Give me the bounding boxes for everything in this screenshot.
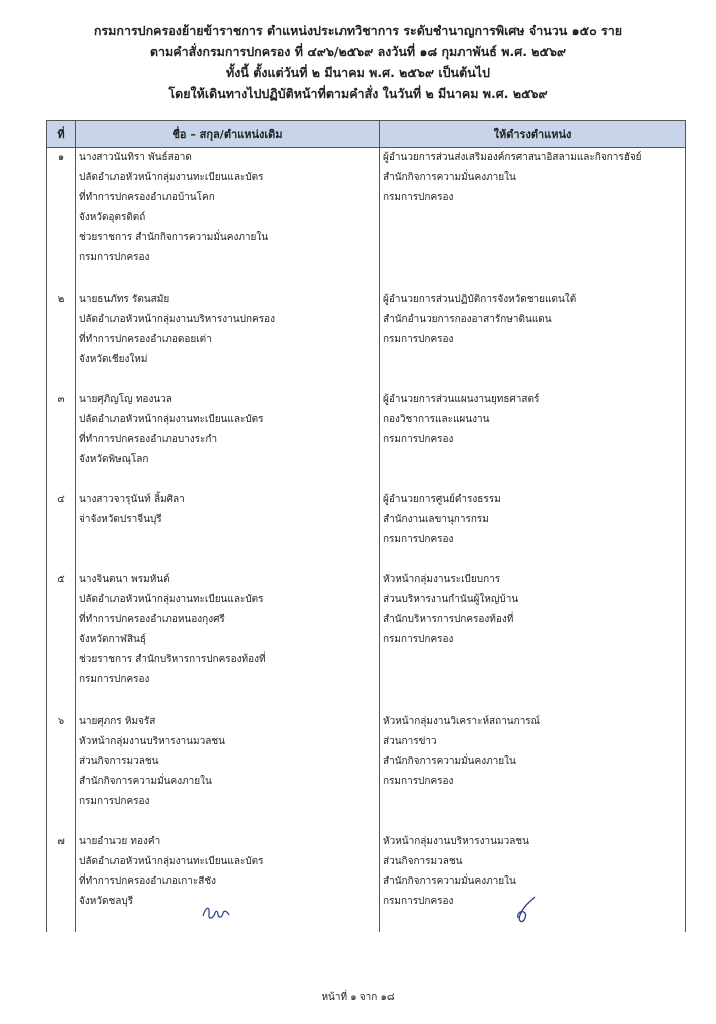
- header-line-3: ทั้งนี้ ตั้งแต่วันที่ ๒ มีนาคม พ.ศ. ๒๕๖๙ เป็นต้นไป: [226, 65, 490, 80]
- old-position-line: ที่ทำการปกครองอำเภอบางระกำ: [79, 433, 218, 445]
- new-position-line: สำนักกิจการความมั่นคงภายใน: [383, 755, 516, 767]
- new-position-line: สำนักบริหารการปกครองท้องที่: [383, 613, 514, 625]
- new-position-line: ผู้อำนวยการศูนย์ดำรงธรรม: [383, 493, 501, 505]
- old-position-cell: [76, 390, 380, 490]
- old-position-line: นายอำนวย ทองคำ: [79, 835, 161, 847]
- new-position-line: ส่วนการข่าว: [383, 735, 437, 747]
- table-header-row: [47, 121, 686, 148]
- old-position-line: ที่ทำการปกครองอำเภอหนองกุงศรี: [79, 613, 225, 625]
- new-position-line: กรมการปกครอง: [383, 433, 454, 445]
- table-row: [47, 290, 686, 390]
- column-header-new-position: ให้ดำรงตำแหน่ง: [380, 121, 686, 148]
- old-position-line: หัวหน้ากลุ่มงานบริหารงานมวลชน: [79, 735, 225, 747]
- new-position-line: กรมการปกครอง: [383, 895, 454, 907]
- old-position-line: ปลัดอำเภอหัวหน้ากลุ่มงานทะเบียนและบัตร: [79, 593, 264, 605]
- header-line-4: โดยให้เดินทางไปปฏิบัติหน้าที่ตามคำสั่ง ในวันที่ ๒ มีนาคม พ.ศ. ๒๕๖๙: [168, 86, 548, 101]
- new-position-cell: [380, 148, 686, 290]
- old-position-line: นายศุภิญโญ ทองนวล: [79, 393, 172, 405]
- old-position-cell: [76, 148, 380, 290]
- new-position-line: กรมการปกครอง: [383, 533, 454, 545]
- new-position-line: กองวิชาการและแผนงาน: [383, 413, 490, 425]
- table-row: [47, 490, 686, 570]
- new-position-line: สำนักกิจการความมั่นคงภายใน: [383, 875, 516, 887]
- new-position-line: ส่วนกิจการมวลชน: [383, 855, 463, 867]
- row-number: ๖: [47, 712, 76, 832]
- old-position-line: สำนักกิจการความมั่นคงภายใน: [79, 775, 212, 787]
- row-number: ๗: [47, 832, 76, 932]
- new-position-line: หัวหน้ากลุ่มงานบริหารงานมวลชน: [383, 835, 529, 847]
- page-number: หน้าที่ ๑ จาก ๑๘: [321, 992, 395, 1003]
- old-position-line: จ่าจังหวัดปราจีนบุรี: [79, 513, 162, 525]
- new-position-line: กรมการปกครอง: [383, 333, 454, 345]
- new-position-cell: [380, 712, 686, 832]
- new-position-line: สำนักงานเลขานุการกรม: [383, 513, 489, 525]
- old-position-line: ที่ทำการปกครองอำเภอดอยเต่า: [79, 333, 212, 345]
- old-position-line: กรมการปกครอง: [79, 673, 150, 685]
- old-position-line: ปลัดอำเภอหัวหน้ากลุ่มงานทะเบียนและบัตร: [79, 172, 264, 183]
- old-position-line: จังหวัดเชียงใหม่: [79, 353, 148, 365]
- new-position-cell: [380, 490, 686, 570]
- old-position-line: ปลัดอำเภอหัวหน้ากลุ่มงานทะเบียนและบัตร: [79, 413, 264, 425]
- old-position-line: กรมการปกครอง: [79, 252, 150, 263]
- new-position-cell: [380, 290, 686, 390]
- new-position-line: ส่วนบริหารงานกำนันผู้ใหญ่บ้าน: [383, 593, 519, 605]
- new-position-line: สำนักอำนวยการกองอาสารักษาดินแดน: [383, 313, 552, 325]
- row-number: ๕: [47, 570, 76, 712]
- table-row: [47, 712, 686, 832]
- old-position-line: ปลัดอำเภอหัวหน้ากลุ่มงานบริหารงานปกครอง: [79, 313, 275, 325]
- old-position-cell: [76, 490, 380, 570]
- old-position-line: นางสาวนันทิรา พันธ์สอาด: [79, 152, 192, 163]
- old-position-line: ปลัดอำเภอหัวหน้ากลุ่มงานทะเบียนและบัตร: [79, 855, 264, 867]
- row-number: ๔: [47, 490, 76, 570]
- table-row: [47, 148, 686, 290]
- old-position-line: จังหวัดอุตรดิตถ์: [79, 212, 146, 223]
- row-number: ๓: [47, 390, 76, 490]
- table-row: [47, 390, 686, 490]
- transfer-table: [46, 120, 686, 932]
- table-row: [47, 832, 686, 932]
- new-position-line: กรมการปกครอง: [383, 775, 454, 787]
- new-position-line: สำนักกิจการความมั่นคงภายใน: [383, 172, 516, 183]
- new-position-line: กรมการปกครอง: [383, 192, 454, 203]
- old-position-line: จังหวัดพิษณุโลก: [79, 453, 149, 465]
- old-position-line: นางจินตนา พรมหันต์: [79, 573, 170, 585]
- old-position-line: ที่ทำการปกครองอำเภอบ้านโคก: [79, 192, 215, 203]
- old-position-cell: [76, 290, 380, 390]
- header-line-2: ตามคำสั่งกรมการปกครอง ที่ ๔๙๖/๒๕๖๙ ลงวันที่ ๑๘ กุมภาพันธ์ พ.ศ. ๒๕๖๙: [149, 44, 567, 59]
- table-row: [47, 570, 686, 712]
- old-position-cell: [76, 712, 380, 832]
- new-position-line: ผู้อำนวยการส่วนแผนงานยุทธศาสตร์: [383, 393, 540, 405]
- old-position-line: ช่วยราชการ สำนักบริหารการปกครองท้องที่: [79, 653, 266, 665]
- old-position-line: ส่วนกิจการมวลชน: [79, 755, 159, 767]
- old-position-line: นางสาวจารุนันท์ ลิ้มศิลา: [79, 493, 185, 505]
- old-position-line: นายธนภัทร รัตนสมัย: [79, 293, 170, 305]
- old-position-line: จังหวัดกาฬสินธุ์: [79, 633, 146, 645]
- new-position-cell: [380, 570, 686, 712]
- column-header-no: ที่: [47, 121, 76, 148]
- row-number: ๑: [47, 148, 76, 290]
- new-position-cell: [380, 390, 686, 490]
- old-position-line: นายศุภกร หิมจรัส: [79, 715, 156, 727]
- new-position-line: ผู้อำนวยการส่วนปฏิบัติการจังหวัดชายแดนใต้: [383, 293, 577, 305]
- new-position-line: กรมการปกครอง: [383, 633, 454, 645]
- old-position-line: ช่วยราชการ สำนักกิจการความมั่นคงภายใน: [79, 232, 269, 243]
- old-position-cell: [76, 570, 380, 712]
- old-position-line: ที่ทำการปกครองอำเภอเกาะสีชัง: [79, 875, 217, 887]
- new-position-line: หัวหน้ากลุ่มงานระเบียบการ: [383, 573, 501, 585]
- new-position-line: หัวหน้ากลุ่มงานวิเคราะห์สถานการณ์: [383, 715, 540, 727]
- document-header: [0, 20, 716, 104]
- column-header-old-position: ชื่อ – สกุล/ตำแหน่งเดิม: [76, 121, 380, 148]
- header-line-1: กรมการปกครองย้ายข้าราชการ ตำแหน่งประเภทวิชาการ ระดับชำนาญการพิเศษ จำนวน ๑๕๐ ราย: [93, 23, 623, 38]
- row-number: ๒: [47, 290, 76, 390]
- new-position-line: ผู้อำนวยการส่วนส่งเสริมองค์กรศาสนาอิสลามและกิจการฮัจย์: [383, 152, 642, 163]
- signature-initial-right: [514, 894, 538, 926]
- old-position-line: กรมการปกครอง: [79, 795, 150, 807]
- old-position-line: จังหวัดชลบุรี: [79, 895, 134, 907]
- table-body: [47, 148, 686, 932]
- signature-initial-left: [200, 902, 232, 924]
